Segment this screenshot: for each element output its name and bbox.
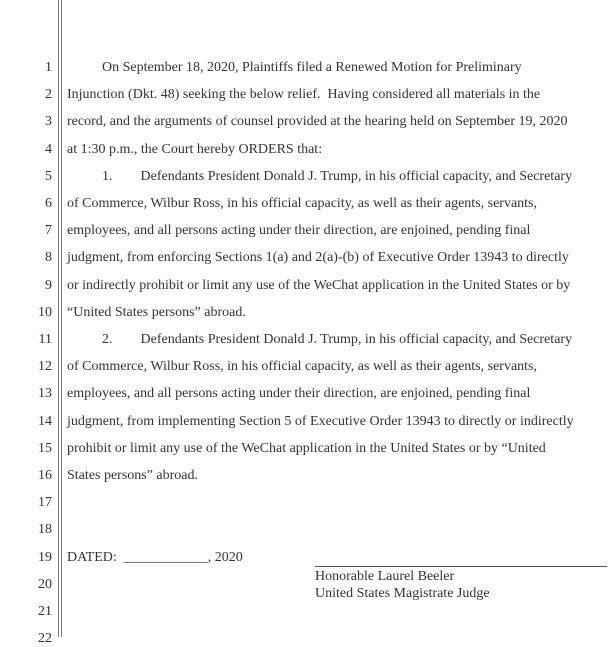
line-number: 16 bbox=[38, 468, 52, 483]
line-number: 17 bbox=[38, 495, 52, 511]
line-number: 11 bbox=[38, 332, 52, 347]
signature-line bbox=[315, 566, 607, 567]
line-number: 12 bbox=[38, 359, 52, 375]
text-line: of Commerce, Wilbur Ross, in his official capacity, as well as their agents, servants, bbox=[67, 196, 538, 211]
text-line: DATED: ____________, 2020 bbox=[67, 549, 243, 565]
text-line: record, and the arguments of counsel provided at the hearing held on September 19, 2020 bbox=[67, 114, 568, 130]
line-number: 8 bbox=[45, 250, 52, 266]
line-number: 20 bbox=[38, 576, 52, 592]
text-line: 1. Defendants President Donald J. Trump, in his official capacity, and Secretary bbox=[67, 168, 573, 184]
line-number: 9 bbox=[45, 277, 52, 293]
line-number: 1 bbox=[45, 60, 52, 75]
line-number: 2 bbox=[45, 87, 52, 103]
line-number: 19 bbox=[38, 549, 52, 565]
text-line: employees, and all persons acting under their direction, are enjoined, pending final bbox=[67, 386, 531, 402]
line-number: 5 bbox=[45, 168, 52, 184]
left-margin-rule-inner bbox=[61, 0, 62, 637]
line-number: 3 bbox=[45, 114, 52, 130]
judge-name: Honorable Laurel Beeler bbox=[315, 569, 455, 584]
line-number: 13 bbox=[38, 386, 52, 402]
line-number: 6 bbox=[45, 196, 52, 211]
text-line: employees, and all persons acting under their direction, are enjoined, pending final bbox=[67, 223, 531, 239]
line-number: 15 bbox=[38, 440, 52, 456]
line-number: 14 bbox=[38, 413, 52, 429]
text-line: 2. Defendants President Donald J. Trump, in his official capacity, and Secretary bbox=[67, 332, 573, 347]
text-line: of Commerce, Wilbur Ross, in his official capacity, as well as their agents, servants, bbox=[67, 359, 538, 375]
line-number: 21 bbox=[38, 604, 52, 619]
text-line: judgment, from implementing Section 5 of Executive Order 13943 to directly or indirectly bbox=[67, 413, 574, 429]
text-line: Injunction (Dkt. 48) seeking the below relief. Having considered all materials in the bbox=[67, 87, 541, 103]
line-number: 18 bbox=[38, 522, 52, 538]
line-number: 7 bbox=[45, 223, 52, 239]
judge-title: United States Magistrate Judge bbox=[315, 586, 490, 601]
text-line: judgment, from enforcing Sections 1(a) and 2(a)-(b) of Executive Order 13943 to directly bbox=[67, 250, 569, 266]
line-number: 4 bbox=[45, 141, 52, 157]
line-number: 10 bbox=[38, 304, 52, 320]
text-line: On September 18, 2020, Plaintiffs filed a Renewed Motion for Preliminary bbox=[67, 60, 522, 75]
left-margin-rule bbox=[58, 0, 59, 637]
text-line: prohibit or limit any use of the WeChat application in the United States or by “United bbox=[67, 440, 546, 456]
line-number: 22 bbox=[38, 631, 52, 647]
text-line: “United States persons” abroad. bbox=[67, 304, 246, 320]
text-line: or indirectly prohibit or limit any use of the WeChat application in the United States or by bbox=[67, 277, 571, 293]
text-line: States persons” abroad. bbox=[67, 468, 199, 483]
text-line: at 1:30 p.m., the Court hereby ORDERS that: bbox=[67, 141, 323, 157]
